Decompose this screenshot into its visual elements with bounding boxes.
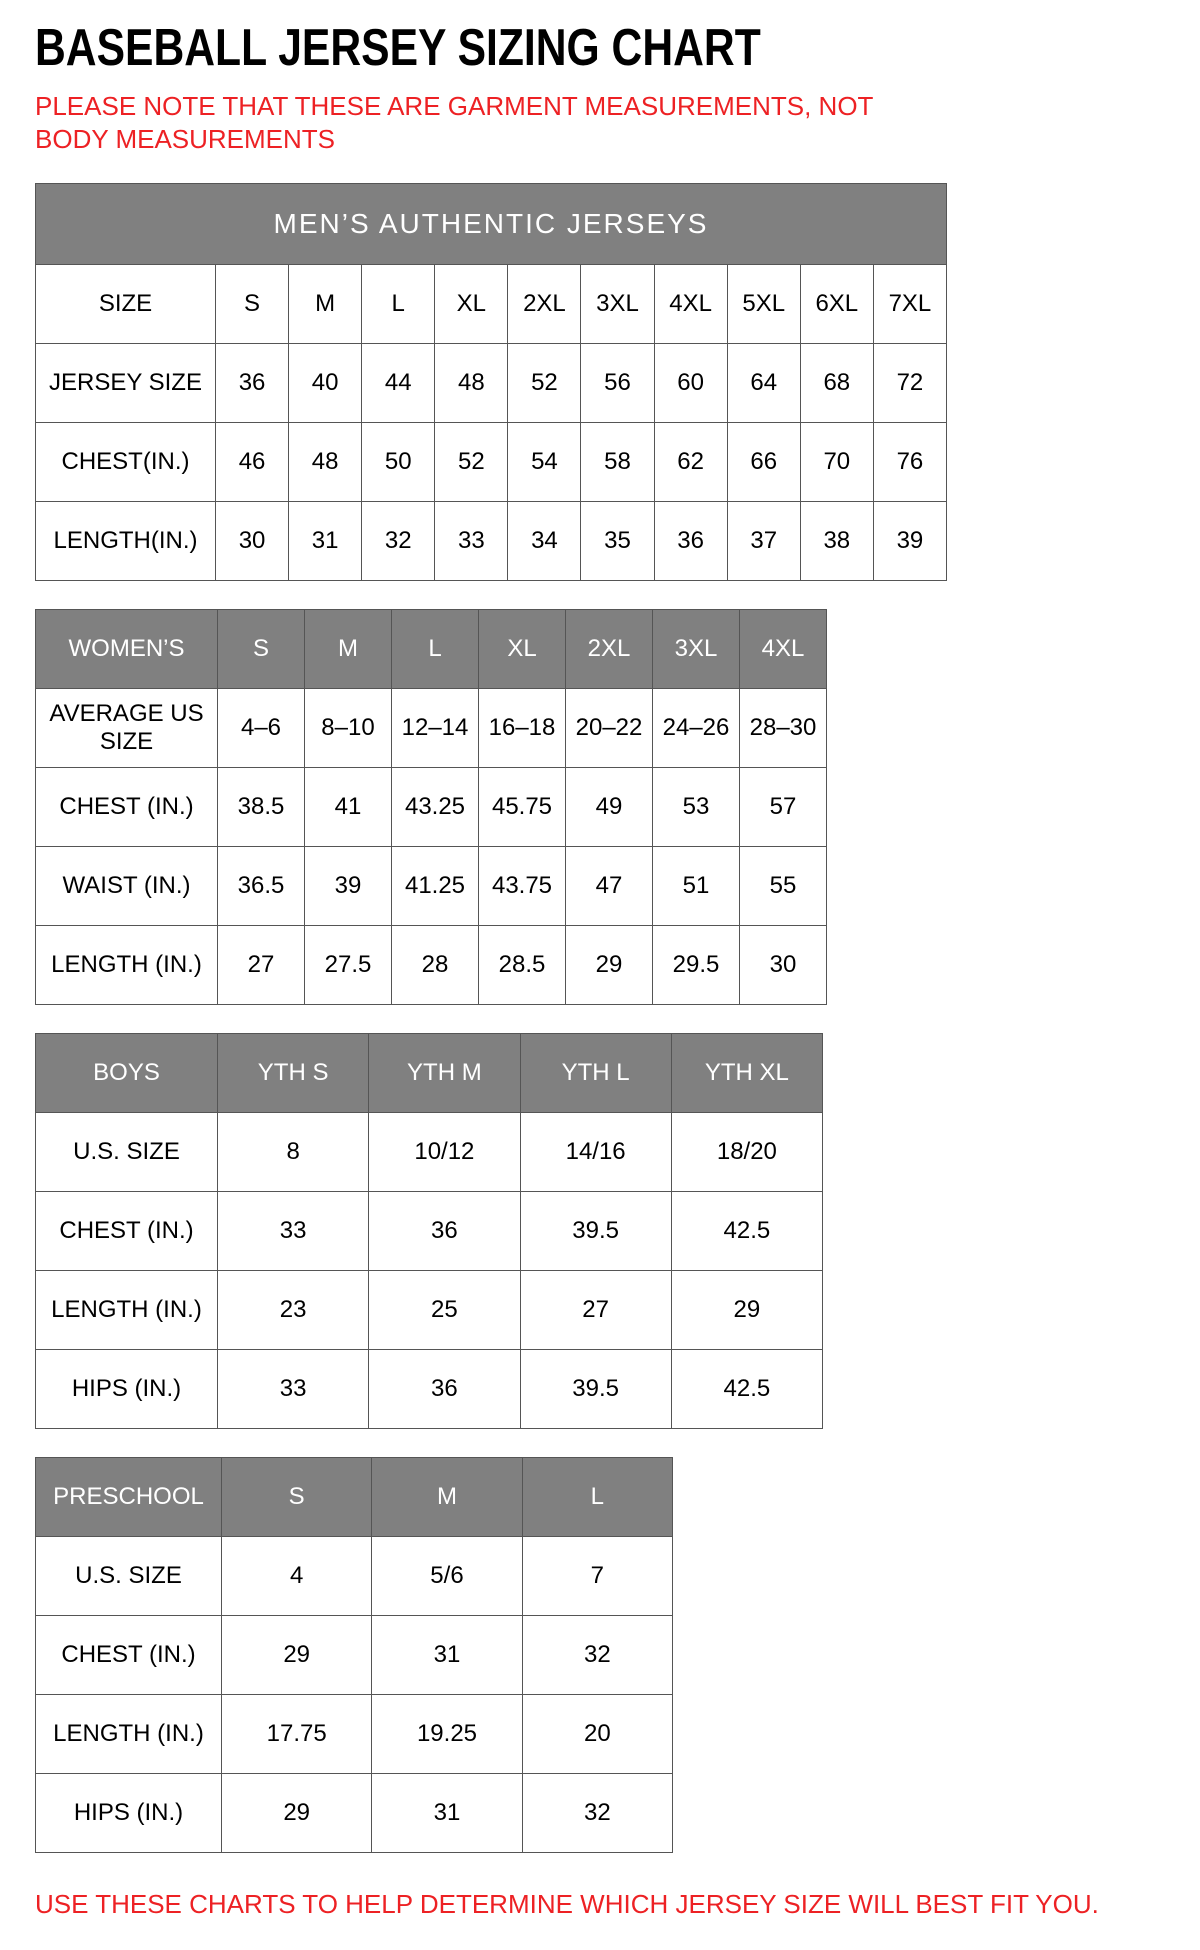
table-cell: 29	[566, 926, 653, 1005]
header-cell: XL	[479, 610, 566, 689]
table-cell: 29	[671, 1271, 822, 1350]
row-label: U.S. SIZE	[36, 1113, 218, 1192]
header-cell: S	[222, 1458, 372, 1537]
table-cell: 32	[522, 1774, 672, 1853]
table-cell: 38	[800, 502, 873, 581]
table-cell: 39.5	[520, 1350, 671, 1429]
table-cell: 68	[800, 344, 873, 423]
table-cell: 17.75	[222, 1695, 372, 1774]
table-cell: 7	[522, 1537, 672, 1616]
table-cell: 12–14	[392, 689, 479, 768]
table-cell: 64	[727, 344, 800, 423]
table-header-row	[36, 1034, 823, 1113]
header-label: BOYS	[36, 1034, 218, 1113]
table-cell: 58	[581, 423, 654, 502]
table-cell: 23	[218, 1271, 369, 1350]
table-row	[36, 1113, 823, 1192]
table-header-row	[36, 610, 827, 689]
table-cell: 42.5	[671, 1192, 822, 1271]
table-cell: 36	[654, 502, 727, 581]
row-label: HIPS (IN.)	[36, 1350, 218, 1429]
table-cell: 36	[369, 1350, 520, 1429]
table-cell: 31	[372, 1616, 522, 1695]
table-row	[36, 1350, 823, 1429]
table-cell: 36	[216, 344, 289, 423]
table-row	[36, 502, 947, 581]
table-cell: 52	[435, 423, 508, 502]
table-cell: 5/6	[372, 1537, 522, 1616]
table-row	[36, 1695, 673, 1774]
header-label: PRESCHOOL	[36, 1458, 222, 1537]
table-cell: 4XL	[654, 265, 727, 344]
boys-sizing-table	[35, 1033, 823, 1429]
table-cell: 32	[522, 1616, 672, 1695]
table-cell: 18/20	[671, 1113, 822, 1192]
table-cell: 46	[216, 423, 289, 502]
table-cell: 28	[392, 926, 479, 1005]
table-row	[36, 926, 827, 1005]
table-row	[36, 423, 947, 502]
table-cell: 60	[654, 344, 727, 423]
table-cell: 29.5	[653, 926, 740, 1005]
table-cell: 14/16	[520, 1113, 671, 1192]
table-cell: 48	[435, 344, 508, 423]
table-header-row	[36, 1458, 673, 1537]
row-label: HIPS (IN.)	[36, 1774, 222, 1853]
table-cell: 33	[218, 1192, 369, 1271]
header-cell: YTH XL	[671, 1034, 822, 1113]
table-cell: 43.75	[479, 847, 566, 926]
table-cell: 38.5	[218, 768, 305, 847]
table-row	[36, 847, 827, 926]
header-cell: 2XL	[566, 610, 653, 689]
table-cell: 47	[566, 847, 653, 926]
table-cell: 27	[218, 926, 305, 1005]
header-cell: YTH S	[218, 1034, 369, 1113]
table-cell: M	[289, 265, 362, 344]
table-cell: 28.5	[479, 926, 566, 1005]
table-cell: 51	[653, 847, 740, 926]
table-cell: 16–18	[479, 689, 566, 768]
table-cell: 19.25	[372, 1695, 522, 1774]
table-cell: 34	[508, 502, 581, 581]
table-cell: 8	[218, 1113, 369, 1192]
table-cell: 39	[873, 502, 946, 581]
table-cell: 10/12	[369, 1113, 520, 1192]
table-cell: 55	[740, 847, 827, 926]
row-label: LENGTH (IN.)	[36, 926, 218, 1005]
table-cell: 32	[362, 502, 435, 581]
header-cell: YTH M	[369, 1034, 520, 1113]
table-row	[36, 1271, 823, 1350]
table-row	[36, 265, 947, 344]
table-cell: 31	[372, 1774, 522, 1853]
row-label: AVERAGE US SIZE	[36, 689, 218, 768]
table-cell: 30	[740, 926, 827, 1005]
table-cell: 8–10	[305, 689, 392, 768]
row-label: LENGTH (IN.)	[36, 1271, 218, 1350]
header-cell: 4XL	[740, 610, 827, 689]
table-title: MEN’S AUTHENTIC JERSEYS	[36, 184, 947, 265]
row-label: WAIST (IN.)	[36, 847, 218, 926]
row-label: SIZE	[36, 265, 216, 344]
table-title-row	[36, 184, 947, 265]
table-cell: 31	[289, 502, 362, 581]
table-row	[36, 768, 827, 847]
table-cell: 28–30	[740, 689, 827, 768]
table-cell: L	[362, 265, 435, 344]
table-cell: 56	[581, 344, 654, 423]
table-cell: 42.5	[671, 1350, 822, 1429]
table-row	[36, 1616, 673, 1695]
womens-sizing-table	[35, 609, 827, 1005]
table-cell: 2XL	[508, 265, 581, 344]
table-row	[36, 1537, 673, 1616]
table-cell: 36.5	[218, 847, 305, 926]
row-label: JERSEY SIZE	[36, 344, 216, 423]
table-cell: 33	[218, 1350, 369, 1429]
table-cell: 52	[508, 344, 581, 423]
table-cell: 50	[362, 423, 435, 502]
table-cell: 27.5	[305, 926, 392, 1005]
table-cell: 20–22	[566, 689, 653, 768]
table-cell: 66	[727, 423, 800, 502]
table-cell: 25	[369, 1271, 520, 1350]
table-cell: 62	[654, 423, 727, 502]
fit-advice-note: USE THESE CHARTS TO HELP DETERMINE WHICH JERSEY SIZE WILL BEST FIT YOU.	[35, 1889, 1099, 1919]
table-row	[36, 689, 827, 768]
header-cell: YTH L	[520, 1034, 671, 1113]
table-cell: 29	[222, 1774, 372, 1853]
table-cell: 53	[653, 768, 740, 847]
table-row	[36, 344, 947, 423]
table-cell: 33	[435, 502, 508, 581]
table-cell: S	[216, 265, 289, 344]
row-label: CHEST(IN.)	[36, 423, 216, 502]
table-cell: XL	[435, 265, 508, 344]
table-cell: 4–6	[218, 689, 305, 768]
garment-measurements-note: PLEASE NOTE THAT THESE ARE GARMENT MEASUREMENTS, NOT BODY MEASUREMENTS	[35, 91, 873, 154]
table-cell: 48	[289, 423, 362, 502]
header-cell: L	[392, 610, 479, 689]
row-label: CHEST (IN.)	[36, 1616, 222, 1695]
table-cell: 41	[305, 768, 392, 847]
row-label: U.S. SIZE	[36, 1537, 222, 1616]
table-row	[36, 1192, 823, 1271]
table-cell: 5XL	[727, 265, 800, 344]
table-cell: 57	[740, 768, 827, 847]
header-cell: S	[218, 610, 305, 689]
table-cell: 39.5	[520, 1192, 671, 1271]
table-cell: 36	[369, 1192, 520, 1271]
header-cell: 3XL	[653, 610, 740, 689]
preschool-sizing-table	[35, 1457, 673, 1853]
table-cell: 41.25	[392, 847, 479, 926]
table-cell: 45.75	[479, 768, 566, 847]
table-cell: 35	[581, 502, 654, 581]
table-cell: 29	[222, 1616, 372, 1695]
header-cell: M	[305, 610, 392, 689]
table-cell: 37	[727, 502, 800, 581]
table-cell: 40	[289, 344, 362, 423]
table-cell: 54	[508, 423, 581, 502]
row-label: LENGTH(IN.)	[36, 502, 216, 581]
header-cell: L	[522, 1458, 672, 1537]
table-cell: 70	[800, 423, 873, 502]
page-title: BASEBALL JERSEY SIZING CHART	[35, 19, 761, 77]
table-row	[36, 1774, 673, 1853]
table-cell: 39	[305, 847, 392, 926]
row-label: CHEST (IN.)	[36, 1192, 218, 1271]
table-cell: 27	[520, 1271, 671, 1350]
table-cell: 72	[873, 344, 946, 423]
table-cell: 30	[216, 502, 289, 581]
table-cell: 49	[566, 768, 653, 847]
row-label: CHEST (IN.)	[36, 768, 218, 847]
header-cell: M	[372, 1458, 522, 1537]
header-label: WOMEN’S	[36, 610, 218, 689]
table-cell: 20	[522, 1695, 672, 1774]
table-cell: 3XL	[581, 265, 654, 344]
row-label: LENGTH (IN.)	[36, 1695, 222, 1774]
table-cell: 76	[873, 423, 946, 502]
table-cell: 43.25	[392, 768, 479, 847]
mens-sizing-table	[35, 183, 947, 581]
table-cell: 7XL	[873, 265, 946, 344]
table-cell: 44	[362, 344, 435, 423]
table-cell: 4	[222, 1537, 372, 1616]
table-cell: 24–26	[653, 689, 740, 768]
table-cell: 6XL	[800, 265, 873, 344]
